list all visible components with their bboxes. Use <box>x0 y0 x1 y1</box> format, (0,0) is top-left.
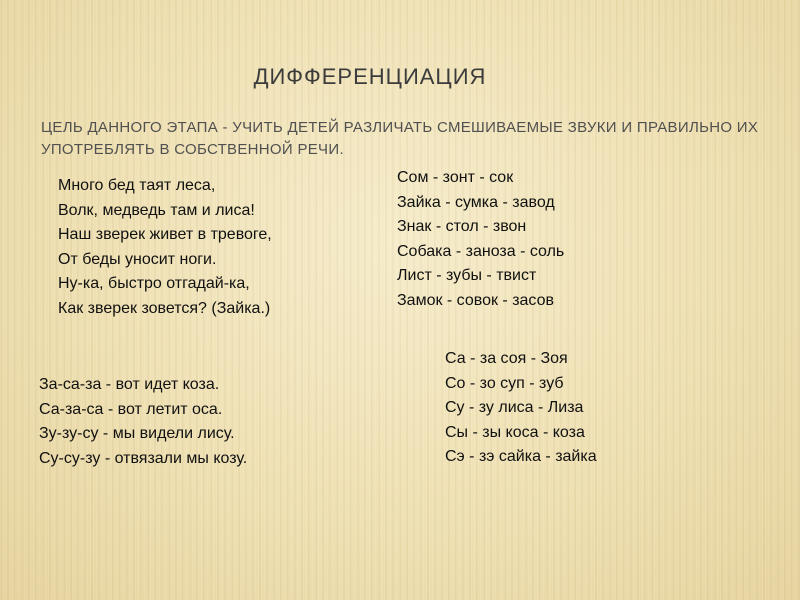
poem-line: Ну-ка, быстро отгадай-ка, <box>58 275 250 292</box>
chant-line: Са-за-са - вот летит оса. <box>39 400 223 418</box>
chant-line: Зу-зу-су - мы видели лису. <box>39 425 235 442</box>
slide-subtitle: ЦЕЛЬ ДАННОГО ЭТАПА - УЧИТЬ ДЕТЕЙ РАЗЛИЧАТЬ СМЕШИВАЕМЫЕ ЗВУКИ И ПРАВИЛЬНО ИХ УПОТРЕБЛЯТЬ В СОБСТВЕННОЙ РЕЧИ. <box>41 119 759 158</box>
word-chain-line: Зайка - сумка - завод <box>397 193 555 211</box>
chants-block <box>39 373 247 471</box>
word-chain-line: Знак - стол - звон <box>397 218 527 235</box>
poem-line: Как зверек зовется? (Зайка.) <box>58 299 271 317</box>
poem-line: Волк, медведь там и лиса! <box>58 201 255 219</box>
poem-line: Наш зверек живет в тревоге, <box>58 226 272 243</box>
syllable-line: Со - зо суп - зуб <box>445 374 564 392</box>
chant-line: За-са-за - вот идет коза. <box>39 376 220 393</box>
syllable-line: Су - зу лиса - Лиза <box>445 399 584 416</box>
syllables-block <box>445 347 597 470</box>
syllable-line: Сы - зы коса - коза <box>445 423 585 441</box>
syllable-line: Сэ - зэ сайка - зайка <box>445 448 597 465</box>
syllable-line: Са - за соя - Зоя <box>445 350 568 367</box>
word-chain-line: Замок - совок - засов <box>397 291 555 309</box>
chant-line: Су-су-зу - отвязали мы козу. <box>39 449 248 467</box>
word-chain-line: Сом - зонт - сок <box>397 169 514 186</box>
word-chain-line: Лист - зубы - твист <box>397 267 537 284</box>
word-chains-block <box>397 166 564 313</box>
word-chain-line: Собака - заноза - соль <box>397 242 565 260</box>
poem-line: Много бед таят леса, <box>58 177 216 194</box>
slide-title: ДИФФЕРЕНЦИАЦИЯ <box>253 64 487 89</box>
poem-line: От беды уносит ноги. <box>58 250 217 268</box>
poem-block <box>58 174 272 321</box>
